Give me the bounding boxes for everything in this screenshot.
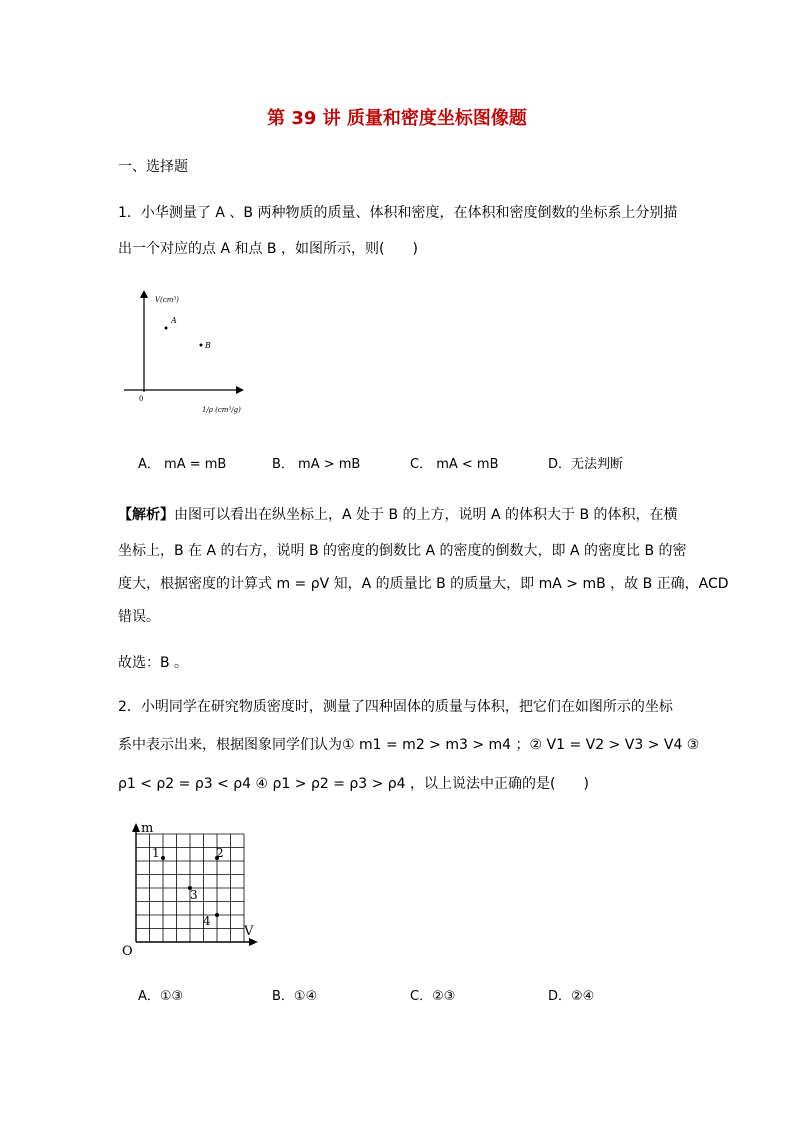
q1-point-a bbox=[165, 327, 168, 330]
q2-x-label: V bbox=[244, 924, 254, 939]
q2-stem-line1: 2．小明同学在研究物质密度时，测量了四种固体的质量与体积，把它们在如图所示的坐标 bbox=[118, 699, 673, 715]
page-title: 第 39 讲 质量和密度坐标图像题 bbox=[267, 108, 527, 129]
q1-point-a-label: A bbox=[171, 316, 177, 325]
q2-x-axis-arrow bbox=[249, 938, 258, 946]
q2-origin-label: O bbox=[122, 944, 133, 959]
q2-option-a[interactable]: A．①③ bbox=[138, 989, 184, 1004]
q1-y-label: V(cm³) bbox=[155, 296, 179, 304]
q1-option-b[interactable]: B． mA > mB bbox=[272, 457, 361, 472]
q2-point-3-label: 3 bbox=[190, 888, 198, 902]
q1-analysis-tag: 【解析】 bbox=[118, 507, 174, 523]
q2-option-d[interactable]: D．②④ bbox=[548, 989, 595, 1004]
q2-point-4 bbox=[215, 913, 219, 917]
q1-point-b bbox=[200, 344, 203, 347]
q2-point-1-label: 1 bbox=[152, 846, 160, 860]
section-heading: 一、选择题 bbox=[118, 159, 188, 175]
q1-option-c[interactable]: C． mA < mB bbox=[410, 457, 499, 472]
q1-x-axis-arrow bbox=[236, 386, 244, 394]
q1-chart bbox=[118, 288, 268, 418]
q2-point-4-label: 4 bbox=[203, 914, 211, 928]
q2-stem-line3: ρ1 < ρ2 = ρ3 < ρ4 ④ ρ1 > ρ2 = ρ3 > ρ4 ，以上说法中正确的是( ) bbox=[118, 776, 589, 792]
q2-option-b[interactable]: B．①④ bbox=[272, 989, 318, 1004]
q2-y-label: m bbox=[141, 821, 154, 836]
q2-option-c[interactable]: C．②③ bbox=[410, 989, 456, 1004]
q1-x-label: 1/ρ (cm³/g) bbox=[202, 406, 241, 414]
q1-origin-label: 0 bbox=[139, 395, 144, 403]
q1-point-b-label: B bbox=[205, 341, 211, 350]
q2-y-axis-arrow bbox=[132, 823, 140, 832]
q2-chart bbox=[118, 818, 268, 963]
q1-stem-line2: 出一个对应的点 A 和点 B ，如图所示，则( ) bbox=[118, 241, 418, 257]
q1-stem-line1: 1．小华测量了 A 、B 两种物质的质量、体积和密度，在体积和密度倒数的坐标系上分别描 bbox=[118, 205, 678, 221]
q1-option-a[interactable]: A． mA = mB bbox=[138, 457, 227, 472]
q1-answer: 故选：B 。 bbox=[118, 655, 189, 671]
q1-analysis-line3: 度大，根据密度的计算式 m = ρV 知，A 的质量比 B 的质量大，即 mA > mB ，故 B 正确，ACD bbox=[118, 576, 729, 592]
q1-y-axis-arrow bbox=[140, 290, 148, 298]
q1-analysis-line4: 错误。 bbox=[118, 609, 160, 625]
q2-point-1 bbox=[161, 856, 165, 860]
q1-analysis-text1: 由图可以看出在纵坐标上，A 处于 B 的上方，说明 A 的体积大于 B 的体积，在横 bbox=[174, 507, 678, 523]
q1-analysis-line1 bbox=[118, 504, 678, 524]
q1-analysis-line2: 坐标上，B 在 A 的右方，说明 B 的密度的倒数比 A 的密度的倒数大，即 A 的密度比 B 的密 bbox=[118, 543, 687, 559]
q2-stem-line2: 系中表示出来，根据图象同学们认为① m1 = m2 > m3 > m4 ；② V1 = V2 > V3 > V4 ③ bbox=[118, 737, 700, 753]
q1-option-d[interactable]: D．无法判断 bbox=[548, 457, 624, 472]
q2-point-2-label: 2 bbox=[216, 846, 224, 860]
